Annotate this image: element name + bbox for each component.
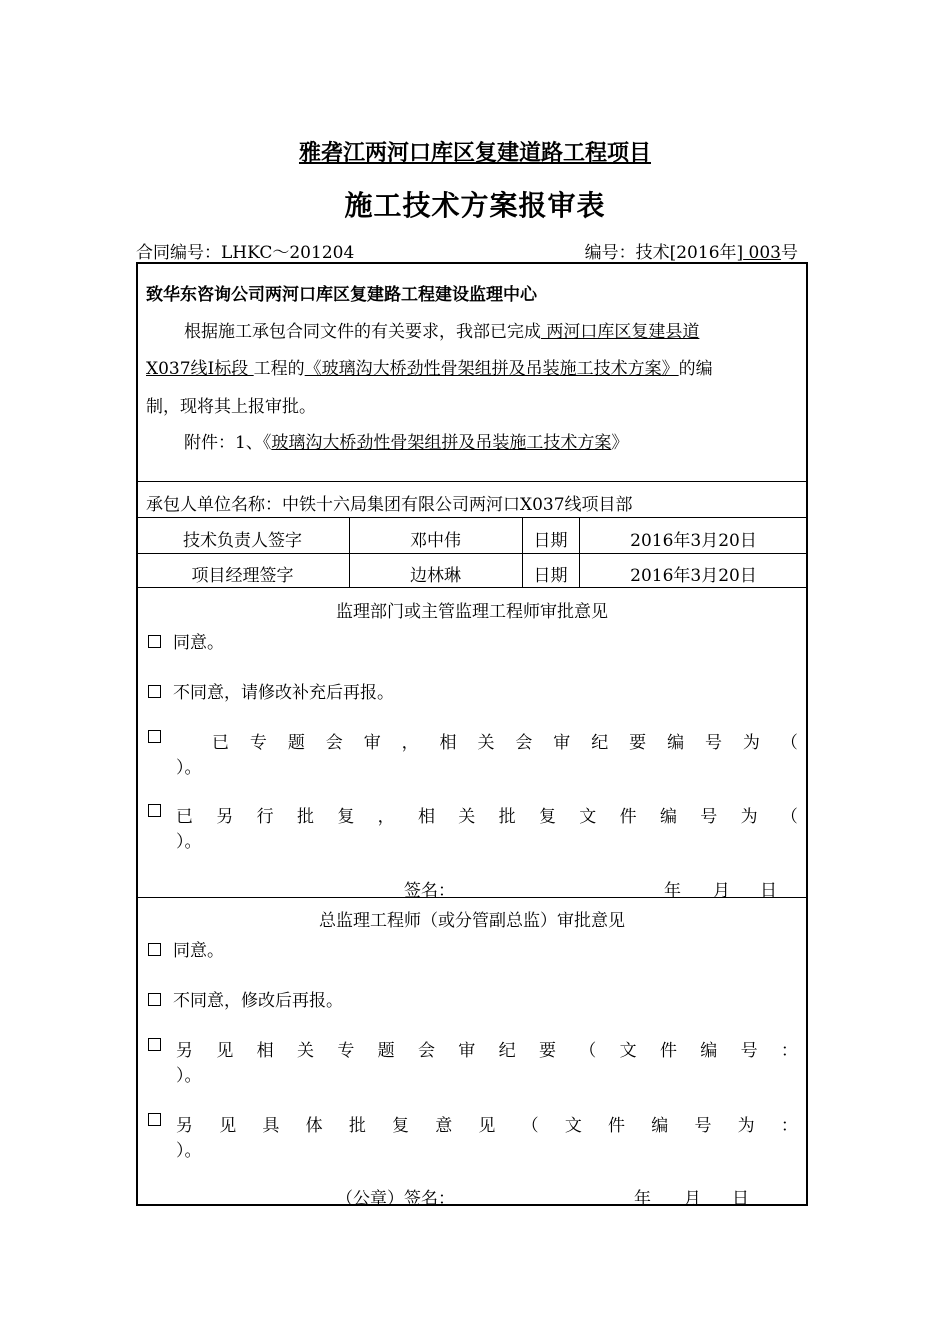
chief-option-minutes-text bbox=[176, 1036, 798, 1061]
option-char: 题 bbox=[377, 1041, 395, 1061]
option-char: 件 bbox=[619, 807, 637, 827]
option-label: 不同意，修改后再报。 bbox=[173, 991, 343, 1011]
option-tail: ）。 bbox=[176, 758, 202, 778]
attach-prefix: 附件：1、《 bbox=[184, 433, 272, 453]
option-char: 复 bbox=[538, 807, 556, 827]
option-char: 行 bbox=[256, 807, 274, 827]
option-char: 编 bbox=[659, 807, 677, 827]
checkbox[interactable] bbox=[148, 685, 161, 698]
option-tail: ）。 bbox=[176, 1066, 202, 1086]
contract-number: 合同编号：LHKC～201204 bbox=[136, 243, 355, 263]
option-char: （ bbox=[579, 1041, 597, 1061]
option-char: 见 bbox=[216, 1041, 234, 1061]
option-tail: ）。 bbox=[176, 832, 202, 852]
option-char: （ bbox=[521, 1116, 539, 1136]
option-char: 题 bbox=[287, 733, 305, 753]
row-divider bbox=[136, 587, 808, 588]
doc-no-prefix: 编号：技术[2016年] bbox=[584, 243, 744, 263]
body-line-2b: 工程的 bbox=[253, 359, 305, 379]
option-char: 文 bbox=[564, 1116, 582, 1136]
option-char: 号 bbox=[740, 1041, 758, 1061]
option-char: 纪 bbox=[591, 733, 609, 753]
option-char: 另 bbox=[176, 1041, 193, 1061]
document-number bbox=[585, 238, 798, 263]
option-char: ， bbox=[377, 807, 395, 827]
option-char: 编 bbox=[651, 1116, 669, 1136]
option-char: 另 bbox=[176, 1116, 193, 1136]
body-line-1a: 根据施工承包合同文件的有关要求，我部已完成 bbox=[184, 322, 541, 342]
sup-year: 年 bbox=[664, 881, 681, 901]
sign-date: 2016年3月20日 bbox=[630, 531, 757, 551]
option-char: 文 bbox=[619, 1041, 637, 1061]
sup-option-reviewed-text bbox=[212, 728, 798, 753]
option-char: 编 bbox=[700, 1041, 718, 1061]
option-char: 批 bbox=[498, 807, 516, 827]
chief-option-minutes bbox=[148, 1036, 173, 1056]
option-char: 号 bbox=[700, 807, 718, 827]
option-char: 为 bbox=[737, 1116, 755, 1136]
sign-role: 项目经理签字 bbox=[191, 566, 294, 586]
plan-name: 《玻璃沟大桥劲性骨架组拼及吊装施工技术方案》 bbox=[304, 359, 679, 379]
chief-month: 月 bbox=[684, 1189, 701, 1209]
doc-no-value: 003 bbox=[743, 243, 781, 263]
option-char: 号 bbox=[704, 733, 722, 753]
option-char: 复 bbox=[392, 1116, 410, 1136]
sup-option-approved-text bbox=[176, 802, 798, 827]
checkbox[interactable] bbox=[148, 635, 161, 648]
option-char: 编 bbox=[667, 733, 685, 753]
option-char: 专 bbox=[249, 733, 267, 753]
option-char: 为 bbox=[742, 733, 760, 753]
attach-suffix: 》 bbox=[611, 433, 629, 453]
option-char: 要 bbox=[629, 733, 647, 753]
checkbox[interactable] bbox=[148, 943, 161, 956]
option-char: （ bbox=[780, 733, 798, 753]
option-char: 审 bbox=[458, 1041, 476, 1061]
chief-day: 日 bbox=[732, 1189, 749, 1209]
body-line-3: 制，现将其上报审批。 bbox=[146, 397, 316, 417]
option-char: 已 bbox=[176, 807, 193, 827]
option-char: 专 bbox=[337, 1041, 355, 1061]
option-char: 号 bbox=[694, 1116, 712, 1136]
row-divider bbox=[136, 481, 808, 482]
chief-option-reply bbox=[148, 1111, 173, 1131]
option-char: 会 bbox=[417, 1041, 435, 1061]
chief-option-agree bbox=[148, 936, 224, 961]
option-char: 要 bbox=[538, 1041, 556, 1061]
option-char: 纪 bbox=[498, 1041, 516, 1061]
supervisor-heading: 监理部门或主管监理工程师审批意见 bbox=[336, 602, 608, 622]
sup-option-disagree bbox=[148, 678, 394, 703]
body-line-2d: 的编 bbox=[678, 359, 713, 379]
row-divider bbox=[136, 897, 808, 898]
option-char: 批 bbox=[296, 807, 314, 827]
doc-no-suffix: 号 bbox=[781, 243, 798, 263]
option-char: 已 bbox=[212, 733, 229, 753]
option-label: 同意。 bbox=[173, 941, 224, 961]
option-char: 批 bbox=[348, 1116, 366, 1136]
option-char: 见 bbox=[478, 1116, 496, 1136]
attachment-name: 玻璃沟大桥劲性骨架组拼及吊装施工技术方案 bbox=[271, 433, 612, 453]
option-char: 另 bbox=[216, 807, 234, 827]
sup-day: 日 bbox=[760, 881, 777, 901]
contractor-name: 承包人单位名称：中铁十六局集团有限公司两河口X037线项目部 bbox=[146, 495, 633, 515]
option-char: （ bbox=[780, 807, 798, 827]
option-char: ： bbox=[780, 1116, 798, 1136]
option-char: 审 bbox=[553, 733, 571, 753]
date-label: 日期 bbox=[533, 531, 568, 551]
body-line-1 bbox=[184, 317, 699, 342]
project-name: 两河口库区复建县道 bbox=[541, 322, 700, 342]
option-char: 复 bbox=[337, 807, 355, 827]
sup-option-approved bbox=[148, 802, 173, 822]
option-char: ： bbox=[780, 1041, 798, 1061]
attachment-line bbox=[184, 428, 628, 453]
option-char: 相 bbox=[256, 1041, 274, 1061]
chief-year: 年 bbox=[634, 1189, 651, 1209]
chief-heading: 总监理工程师（或分管副总监）审批意见 bbox=[319, 911, 625, 931]
option-char: ， bbox=[401, 733, 419, 753]
option-label: 不同意，请修改补充后再报。 bbox=[173, 683, 394, 703]
project-title-text: 雅砻江两河口库区复建道路工程项目 bbox=[298, 140, 651, 166]
sup-month: 月 bbox=[713, 881, 730, 901]
body-line-2 bbox=[146, 354, 713, 379]
option-char: 件 bbox=[608, 1116, 626, 1136]
option-char: 体 bbox=[305, 1116, 323, 1136]
date-label: 日期 bbox=[533, 566, 568, 586]
addressee: 致华东咨询公司两河口库区复建路工程建设监理中心 bbox=[146, 285, 537, 305]
section-name: X037线Ⅰ标段 bbox=[146, 359, 254, 379]
signer-name: 边林琳 bbox=[410, 566, 461, 586]
chief-sign-label: （公章）签名： bbox=[336, 1189, 455, 1209]
option-label: 同意。 bbox=[173, 633, 224, 653]
option-char: 件 bbox=[659, 1041, 677, 1061]
checkbox[interactable] bbox=[148, 730, 161, 743]
option-char: 会 bbox=[515, 733, 533, 753]
row-divider bbox=[136, 517, 808, 518]
sup-option-reviewed bbox=[148, 728, 173, 748]
option-char: 意 bbox=[435, 1116, 453, 1136]
option-char: 关 bbox=[477, 733, 495, 753]
checkbox[interactable] bbox=[148, 1113, 161, 1126]
sign-date: 2016年3月20日 bbox=[630, 566, 757, 586]
option-char: 关 bbox=[296, 1041, 314, 1061]
option-char: 见 bbox=[219, 1116, 237, 1136]
option-char: 相 bbox=[439, 733, 457, 753]
chief-option-disagree bbox=[148, 986, 343, 1011]
sup-sign-label: 签名： bbox=[404, 881, 455, 901]
sup-option-agree bbox=[148, 628, 224, 653]
row-divider bbox=[136, 553, 808, 554]
option-char: 相 bbox=[417, 807, 435, 827]
checkbox[interactable] bbox=[148, 1038, 161, 1051]
option-tail: ）。 bbox=[176, 1141, 202, 1161]
form-title: 施工技术方案报审表 bbox=[344, 189, 606, 222]
option-char: 具 bbox=[262, 1116, 280, 1136]
project-title bbox=[0, 136, 950, 167]
chief-option-reply-text bbox=[176, 1111, 798, 1136]
signer-name: 邓中伟 bbox=[410, 531, 461, 551]
option-char: 会 bbox=[325, 733, 343, 753]
option-char: 审 bbox=[363, 733, 381, 753]
sign-role: 技术负责人签字 bbox=[183, 531, 302, 551]
option-char: 关 bbox=[458, 807, 476, 827]
checkbox[interactable] bbox=[148, 804, 161, 817]
option-char: 文 bbox=[579, 807, 597, 827]
checkbox[interactable] bbox=[148, 993, 161, 1006]
option-char: 为 bbox=[740, 807, 758, 827]
